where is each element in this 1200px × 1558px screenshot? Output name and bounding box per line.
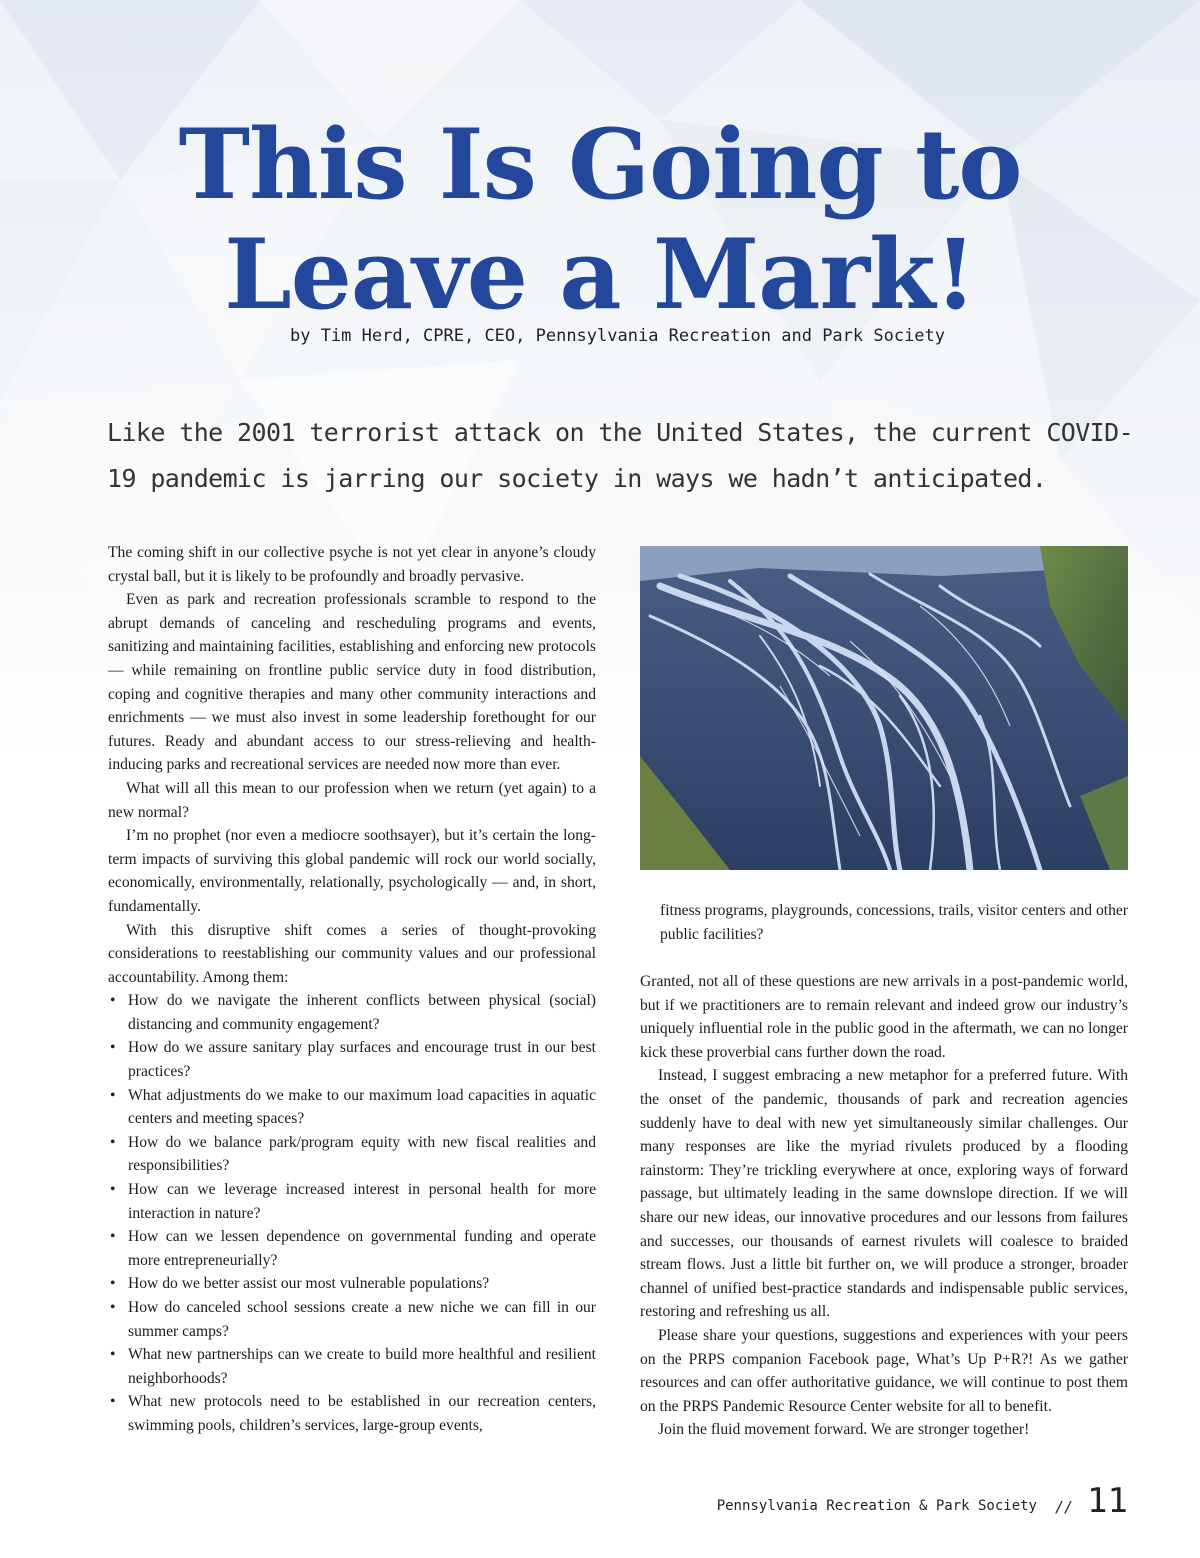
list-item: • How do we navigate the inherent conflicts between physical (social) distancing and community engagement? xyxy=(108,989,596,1036)
paragraph: I’m no prophet (nor even a mediocre soothsayer), but it’s certain the long-term impacts of surviving this global pandemic will rock our world socially, economically, environmentally, relationally, psychologically — and, in short, fundamentally. xyxy=(108,827,596,915)
article-title xyxy=(0,110,1200,330)
list-item: • How can we leverage increased interest in personal health for more interaction in nature? xyxy=(108,1178,596,1225)
list-item: • What new partnerships can we create to build more healthful and resilient neighborhoods? xyxy=(108,1343,596,1390)
list-item: • What new protocols need to be established in our recreation centers, swimming pools, children’s services, large-group events, xyxy=(108,1390,596,1437)
intro-deck: Like the 2001 terrorist attack on the United States, the current COVID-19 pandemic is jarring our society in ways we hadn’t anticipated. xyxy=(107,418,1134,493)
article-title-line-2: Leave a Mark! xyxy=(224,218,976,331)
paragraph: Even as park and recreation professionals scramble to respond to the abrupt demands of canceling and rescheduling programs and events, sanitizing and maintaining facilities, establishing and enforcing new protocols — while remaining on frontline public service duty in food distribution, coping and cognitive therapies and many other community interactions and enrichments — we must also invest in some leadership forethought for our futures. Ready and abundant access to our stress-relieving and health-inducing parks and recreational services are needed now more than ever. xyxy=(108,591,596,774)
list-item: • How do we assure sanitary play surfaces and encourage trust in our best practices? xyxy=(108,1036,596,1083)
page-number: 11 xyxy=(1087,1481,1128,1521)
list-item: • How can we lessen dependence on governmental funding and operate more entrepreneurially? xyxy=(108,1225,596,1272)
paragraph: Please share your questions, suggestions and experiences with your peers on the PRPS companion Facebook page, What’s Up P+R?! As we gather resources and can offer authoritative guidance, we will continue to post them on the PRPS Pandemic Resource Center website for all to benefit. xyxy=(640,1326,1128,1415)
right-column xyxy=(640,970,1128,1442)
bullet-continuation: fitness programs, playgrounds, concessions, trails, visitor centers and other public facilities? xyxy=(660,902,1128,943)
paragraph: Granted, not all of these questions are new arrivals in a post-pandemic world, but if we practitioners are to remain relevant and indeed grow our industry’s uniquely influential role in the public good in the aftermath, we can no longer kick these proverbial cans further down the road. xyxy=(640,973,1128,1061)
questions-list xyxy=(108,989,596,1437)
river-illustration xyxy=(640,546,1128,870)
aerial-braided-river-photo xyxy=(640,546,1128,870)
paragraph: The coming shift in our collective psyche is not yet clear in anyone’s cloudy crystal ball, but it is likely to be profoundly and broadly pervasive. xyxy=(108,544,596,585)
list-item: • What adjustments do we make to our maximum load capacities in aquatic centers and meeting spaces? xyxy=(108,1084,596,1131)
article-title-line-1: This Is Going to xyxy=(178,108,1022,221)
page-footer xyxy=(600,1478,1128,1521)
paragraph: Join the fluid movement forward. We are stronger together! xyxy=(658,1421,1030,1439)
paragraph: What will all this mean to our profession when we return (yet again) to a new normal? xyxy=(108,779,596,821)
byline: by Tim Herd, CPRE, CEO, Pennsylvania Recreation and Park Society xyxy=(289,326,946,346)
footer-organization: Pennsylvania Recreation & Park Society xyxy=(716,1498,1037,1514)
footer-separator: // xyxy=(1054,1498,1074,1516)
left-column xyxy=(108,541,596,1438)
list-item: • How do we better assist our most vulnerable populations? xyxy=(108,1272,596,1296)
list-item: • How do canceled school sessions create a new niche we can fill in our summer camps? xyxy=(108,1296,596,1343)
list-item: • How do we balance park/program equity with new fiscal realities and responsibilities? xyxy=(108,1131,596,1178)
paragraph: With this disruptive shift comes a series of thought-provoking considerations to reestablishing our community values and our professional accountability. Among them: xyxy=(108,921,596,986)
paragraph: Instead, I suggest embracing a new metaphor for a preferred future. With the onset of the pandemic, thousands of park and recreation agencies suddenly have to deal with new yet simultaneously similar challenges. Our many responses are like the myriad rivulets produced by a flooding rainstorm: They’re trickling everywhere at once, exploring ways of forward passage, but ultimately leading in the same downslope direction. If we will share our new ideas, our innovative procedures and our lessons from failures and successes, our thousands of earnest rivulets will coalesce to braided stream flows. Just a little bit further on, we will produce a stronger, broader channel of unified best-practice standards and indispensable public services, restoring and refreshing us all. xyxy=(640,1067,1128,1321)
